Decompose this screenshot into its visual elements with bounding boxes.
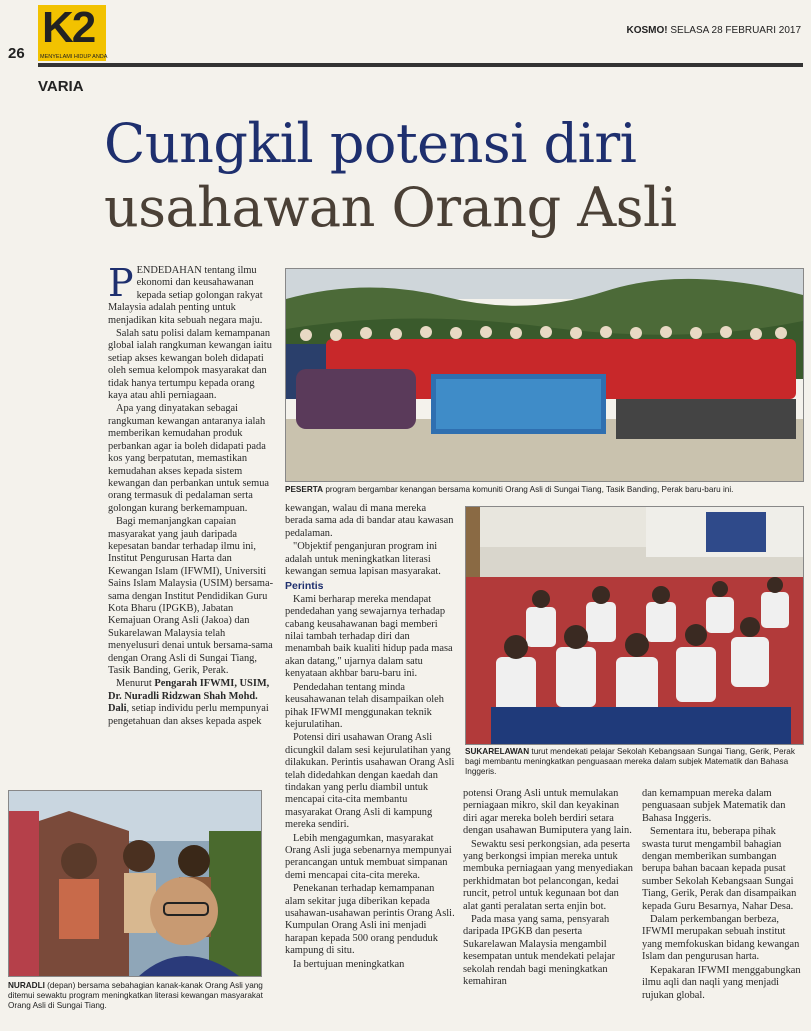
k2-logo xyxy=(38,5,106,61)
paragraph: "Objektif penganjuran program ini adalah untuk meningkatkan literasi kewangan semua lapisan masyarakat. xyxy=(285,541,441,578)
nuradli-photo-caption xyxy=(8,981,263,1011)
paragraph: Pada masa yang sama, pensyarah daripada IPGKB dan peserta Sukarelawan Malaysia mengambil kesempatan untuk mendekati pelajar sekolah rendah bagi meningkatkan kemahiran xyxy=(463,914,616,988)
header-rule xyxy=(38,63,803,67)
paragraph: Pendedahan tentang minda keusahawanan telah disampaikan oleh pihak IFWMI menggunakan teknik kejurulatihan. xyxy=(285,681,444,730)
caption-text: (depan) bersama sebahagian kanak-kanak Orang Asli yang ditemui sewaktu program meningkatkan literasi kewangan masyarakat Orang Asli di Sungai Tiang. xyxy=(8,981,263,1010)
paragraph: Kami berharap mereka mendapat pendedahan yang sewajarnya terhadap cabang keusahawanan bagi memberi nilai tambah terhadap diri dan menambah baik kualiti hidup pada masa akan datang," ujarnya dalam satu kenyataan akhbar baru-baru ini. xyxy=(285,593,453,680)
paragraph: kewangan, walau di mana mereka berada sama ada di bandar atau kawasan pedalaman. xyxy=(285,503,454,539)
paragraph: Kepakaran IFWMI menggabungkan ilmu aqli dan naqli yang menjadi rujukan global. xyxy=(642,964,801,1001)
paragraph: dan kemampuan mereka dalam penguasaan subjek Matematik dan Bahasa Inggeris. xyxy=(642,788,786,824)
paragraph xyxy=(108,265,276,327)
subheading: Perintis xyxy=(285,580,324,593)
classroom-photo xyxy=(465,506,804,745)
paragraph: Salah satu polisi dalam kemampanan global ialah rangkuman kewangan iaitu setiap akses kewangan boleh didapati oleh semua kelompok masyarakat dan tidak hanya tertumpu kepada orang kaya atau ahli perniagaan. xyxy=(108,328,272,402)
caption-text: turut mendekati pelajar Sekolah Kebangsaan Sungai Tiang, Gerik, Perak bagi membantu meningkatkan penguasaan mereka dalam subjek Matematik dan Bahasa Inggeris. xyxy=(465,747,795,776)
paragraph: Bagi memanjangkan capaian masyarakat yang jauh daripada kepesatan bandar terhadap ilmu ini, Institut Pengurusan Harta dan Kewangan Islam (IFWMI), Universiti Sains Islam Malaysia (USIM) bersama-sama dengan Institut Pendidikan Guru Kota Bharu (IPGKB), Jabatan Kemajuan Orang Asli (Jakoa) dan Sukarelawan Malaysia telah menyelusuri denai untuk bersama-sama dengan Orang Asli di Sungai Tiang, Tasik Banding, Gerik, Perak. xyxy=(108,516,274,676)
logo-tagline: MENYELAMI HIDUP ANDA xyxy=(40,54,108,60)
speaker-name: Pengarah IFWMI, USIM, Dr. Nuradli Ridzwan Shah Mohd. Dali xyxy=(108,678,270,715)
classroom-photo-image xyxy=(466,507,803,744)
section-label: VARIA xyxy=(38,78,84,95)
caption-lead: SUKARELAWAN xyxy=(465,747,530,756)
paragraph: Lebih mengagumkan, masyarakat Orang Asli juga sebenarnya mempunyai perancangan untuk membuat simpanan demi mencapai cita-cita mereka. xyxy=(285,832,452,881)
paragraph: Sewaktu sesi perkongsian, ada peserta yang berkongsi impian mereka untuk membuka perniagaan yang menyediakan perkhidmatan bot pelancongan, kedai runcit, petrol untuk kegunaan bot dan alat ganti peralatan serta enjin bot. xyxy=(463,838,633,912)
paragraph-text: ENDEDAHAN tentang ilmu ekonomi dan keusahawanan kepada setiap golongan rakyat Malaysia adalah penting untuk menjadikan kita sebuah negara maju. xyxy=(108,265,263,326)
article-column-2 xyxy=(285,503,455,1018)
publication-name: KOSMO! xyxy=(626,25,668,36)
article-column-3 xyxy=(463,788,633,1023)
paragraph: Penekanan terhadap kemampanan alam sekitar juga diberikan kepada usahawan-usahawan perintis Orang Asli. Kumpulan Orang Asli ini menjadi harapan kepada 500 orang penduduk kampung di situ. xyxy=(285,883,455,957)
paragraph-text: Menurut xyxy=(116,678,152,690)
paragraph: Apa yang dinyatakan sebagai rangkuman kewangan antaranya ialah memberikan kemudahan produk perbankan agar ia boleh didapati pada kos yang berpatutan, memastikan kemudahan akses kepada sistem kewangan dan perbankan untuk semua orang termasuk di pedalaman serta golongan kurang berkemampuan. xyxy=(108,403,269,514)
nuradli-photo-image xyxy=(9,791,261,976)
paragraph-text: , setiap individu perlu mempunyai pengetahuan dan akses kepada aspek xyxy=(108,703,269,727)
classroom-photo-caption xyxy=(465,747,805,777)
headline xyxy=(104,112,764,240)
paragraph: potensi Orang Asli untuk memulakan perniagaan mikro, skil dan keyakinan diri agar mereka boleh berdiri setara dengan usahawan Bumiputera yang lain. xyxy=(463,788,632,837)
paragraph: Sementara itu, beberapa pihak swasta turut mengambil bahagian dengan memberikan sumbangan berupa bahan bacaan kepada pusat sumber Sekolah Kebangsaan Sungai Tiang, Gerik, Perak dan disampaikan kepada Guru Besarnya, Nahar Desa. xyxy=(642,826,797,912)
drop-cap: P xyxy=(108,265,134,305)
caption-text: program bergambar kenangan bersama komuniti Orang Asli di Sungai Tiang, Tasik Banding, Perak baru-baru ini. xyxy=(323,485,734,494)
group-photo-caption xyxy=(285,485,805,495)
publication-date: SELASA 28 FEBRUARI 2017 xyxy=(670,25,801,36)
group-photo xyxy=(285,268,804,482)
logo-text: K2 xyxy=(42,3,95,52)
headline-line-2: usahawan Orang Asli xyxy=(104,176,677,239)
caption-lead: NURADLI xyxy=(8,981,45,990)
caption-lead: PESERTA xyxy=(285,485,324,494)
publication-line xyxy=(626,25,801,36)
article-column-4 xyxy=(642,788,805,1023)
page-number: 26 xyxy=(8,45,25,62)
group-photo-image xyxy=(286,269,803,481)
headline-line-1: Cungkil potensi diri xyxy=(104,112,637,175)
paragraph: Dalam perkembangan berbeza, IFWMI merupakan sebuah institut yang memfokuskan bidang kewangan Islam dan pengurusan harta. xyxy=(642,914,800,963)
article-column-1 xyxy=(108,265,276,775)
paragraph xyxy=(108,678,276,728)
nuradli-photo xyxy=(8,790,262,977)
paragraph: Potensi diri usahawan Orang Asli dicungkil dalam sesi kejurulatihan yang dilakukan. Perintis usahawan Orang Asli telah didedahkan dengan kaedah dan tindakan yang perlu diambil untuk mencapai cita-cita membantu masyarakat Orang Asli di kampung mereka sendiri. xyxy=(285,732,455,831)
paragraph: Ia bertujuan meningkatkan xyxy=(293,958,405,970)
